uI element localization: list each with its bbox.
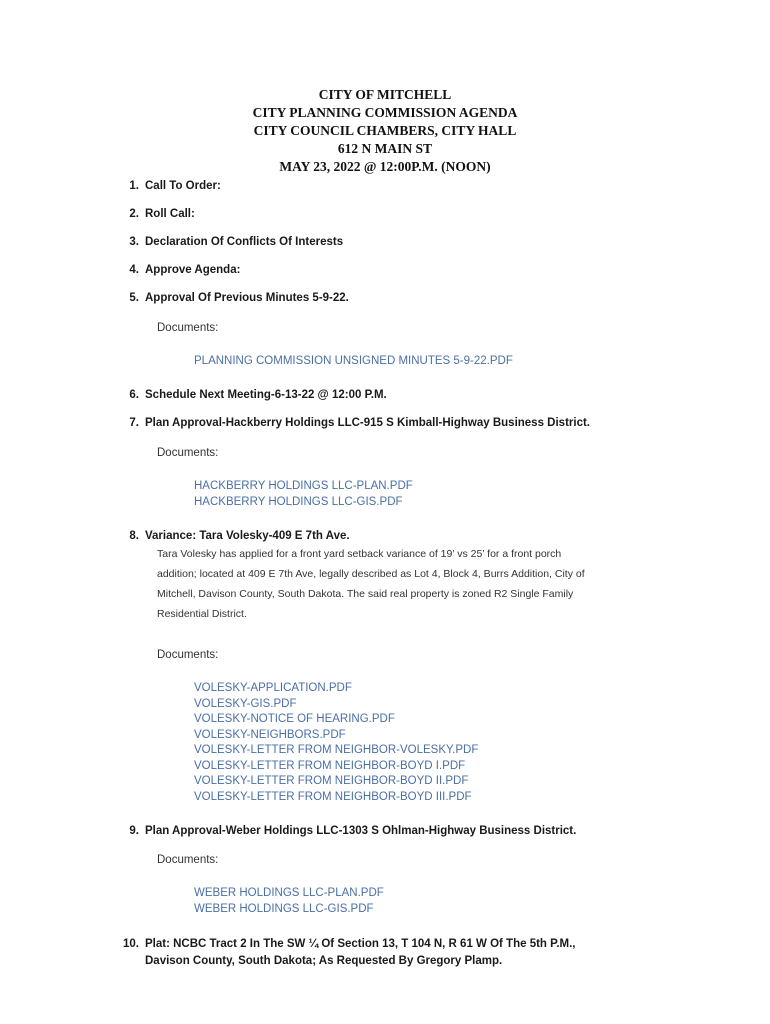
- item-number: 2.: [129, 208, 139, 220]
- item-number: 7.: [129, 417, 139, 429]
- documents-label: Documents:: [157, 322, 219, 334]
- item-title: Plan Approval-Hackberry Holdings LLC-915 S Kimball-Highway Business District.: [145, 417, 590, 429]
- document-link[interactable]: WEBER HOLDINGS LLC-GIS.PDF: [194, 902, 374, 915]
- item-number: 8.: [129, 530, 139, 542]
- meeting-location: CITY COUNCIL CHAMBERS, CITY HALL: [253, 123, 517, 138]
- item-title: Plan Approval-Weber Holdings LLC-1303 S Ohlman-Highway Business District.: [145, 825, 577, 837]
- item-9-documents: [194, 886, 384, 917]
- item-title: Approval Of Previous Minutes 5-9-22.: [145, 292, 349, 304]
- item-title: Declaration Of Conflicts Of Interests: [145, 236, 344, 248]
- item-7-documents: [194, 479, 413, 510]
- document-link[interactable]: VOLESKY-LETTER FROM NEIGHBOR-BOYD III.PDF: [194, 790, 472, 803]
- document-link[interactable]: HACKBERRY HOLDINGS LLC-PLAN.PDF: [194, 480, 413, 492]
- document-link[interactable]: VOLESKY-LETTER FROM NEIGHBOR-BOYD I.PDF: [194, 759, 466, 772]
- agenda-header: [0, 86, 770, 176]
- document-link[interactable]: VOLESKY-LETTER FROM NEIGHBOR-BOYD II.PDF: [194, 775, 469, 787]
- item-title: Plat: NCBC Tract 2 In The SW ¼ Of Section 13, T 104 N, R 61 W Of The 5th P.M.,: [145, 938, 576, 950]
- item-number: 5.: [129, 292, 139, 304]
- description-line: addition; located at 409 E 7th Ave, legally described as Lot 4, Block 4, Burrs Addition, City of: [157, 568, 585, 580]
- item-5-documents: [194, 354, 513, 370]
- document-link[interactable]: PLANNING COMMISSION UNSIGNED MINUTES 5-9-22.PDF: [194, 355, 513, 367]
- item-number: 6.: [129, 389, 139, 401]
- document-link[interactable]: VOLESKY-APPLICATION.PDF: [194, 682, 352, 694]
- document-link[interactable]: HACKBERRY HOLDINGS LLC-GIS.PDF: [194, 495, 403, 508]
- item-title-continued: Davison County, South Dakota; As Requested By Gregory Plamp.: [145, 955, 503, 967]
- meeting-address: 612 N MAIN ST: [337, 141, 433, 156]
- document-link[interactable]: VOLESKY-NOTICE OF HEARING.PDF: [194, 713, 395, 725]
- item-number: 4.: [129, 264, 139, 276]
- document-link[interactable]: VOLESKY-LETTER FROM NEIGHBOR-VOLESKY.PDF: [194, 744, 479, 756]
- item-8-description: [157, 544, 627, 624]
- agenda-title: CITY PLANNING COMMISSION AGENDA: [252, 105, 518, 120]
- item-title: Variance: Tara Volesky-409 E 7th Ave.: [145, 530, 350, 542]
- description-line: Mitchell, Davison County, South Dakota. The said real property is zoned R2 Single Family: [157, 588, 574, 600]
- item-number: 3.: [129, 236, 139, 248]
- item-title: Roll Call:: [145, 208, 195, 220]
- item-title: Call To Order:: [145, 180, 221, 192]
- description-line: Tara Volesky has applied for a front yard setback variance of 19’ vs 25’ for a front porch: [157, 548, 562, 560]
- item-number: 10.: [123, 938, 139, 950]
- item-8-documents: [194, 681, 478, 805]
- document-link[interactable]: VOLESKY-GIS.PDF: [194, 697, 297, 710]
- item-title: Approve Agenda:: [145, 264, 241, 276]
- description-line: Residential District.: [157, 608, 247, 620]
- documents-label: Documents:: [157, 649, 219, 661]
- item-title: Schedule Next Meeting-6-13-22 @ 12:00 P.M.: [145, 389, 387, 401]
- city-name: CITY OF MITCHELL: [318, 87, 452, 102]
- document-link[interactable]: VOLESKY-NEIGHBORS.PDF: [194, 728, 346, 741]
- item-number: 1.: [129, 180, 139, 192]
- documents-label: Documents:: [157, 447, 219, 459]
- meeting-date: MAY 23, 2022 @ 12:00P.M. (NOON): [279, 159, 491, 174]
- documents-label: Documents:: [157, 854, 219, 866]
- document-link[interactable]: WEBER HOLDINGS LLC-PLAN.PDF: [194, 887, 384, 899]
- item-number: 9.: [129, 825, 139, 837]
